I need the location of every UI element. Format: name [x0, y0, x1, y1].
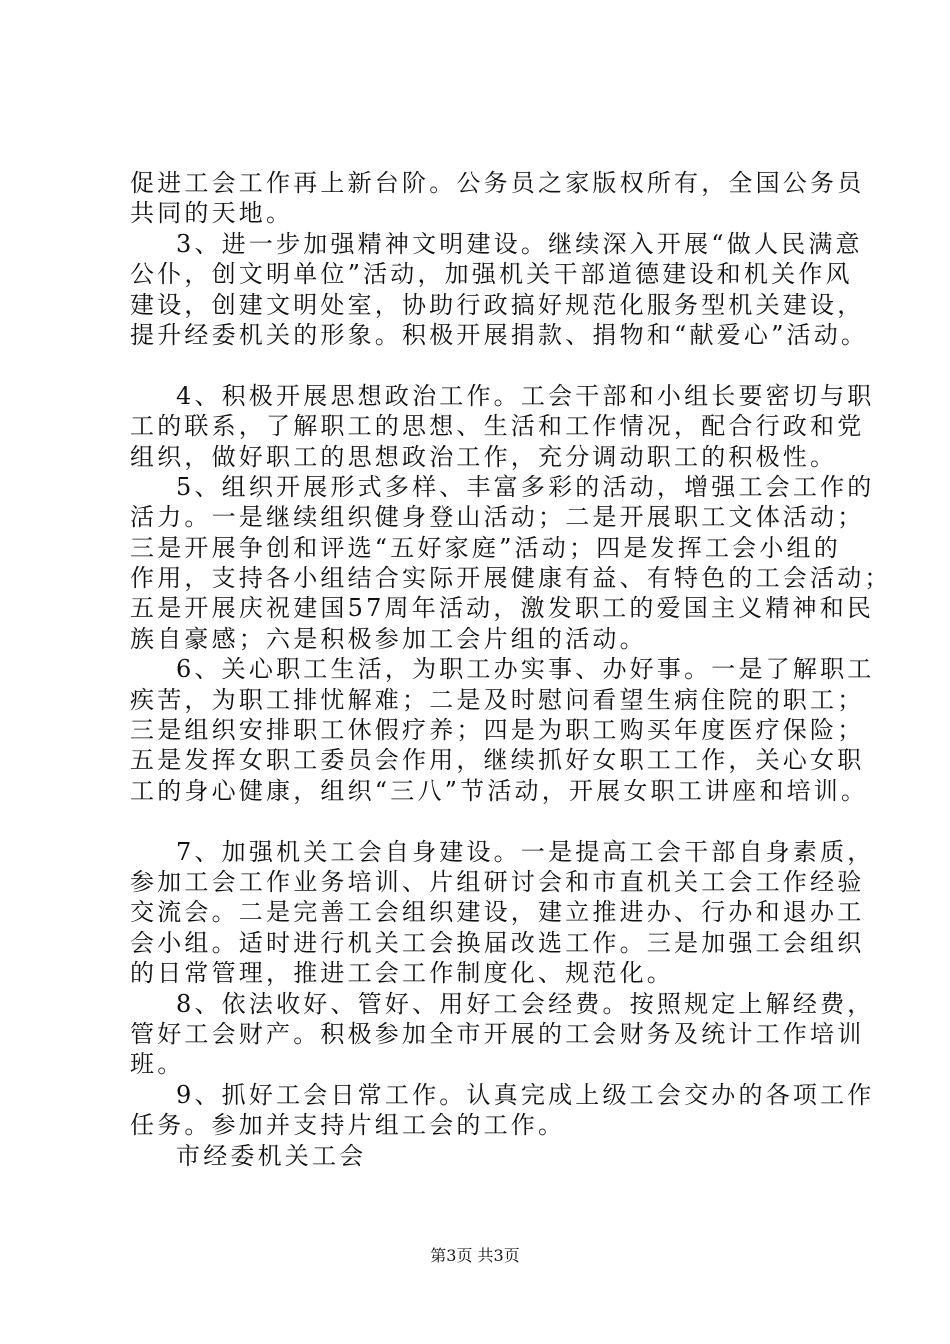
text-line: 三是组织安排职工休假疗养；四是为职工购买年度医疗保险； — [130, 716, 865, 745]
text-line: 任务。参加并支持片组工会的工作。 — [130, 1111, 566, 1140]
text-line: 6、关心职工生活，为职工办实事、办好事。一是了解职工 — [176, 655, 875, 684]
paragraph — [130, 472, 892, 654]
text-line: 疾苦，为职工排忧解难；二是及时慰问看望生病住院的职工； — [130, 685, 865, 714]
document-body — [130, 168, 892, 1171]
paragraph — [130, 837, 875, 989]
text-line: 工的联系，了解职工的思想、生活和工作情况，配合行政和党 — [130, 412, 865, 441]
page-footer: 第3页 共3页 — [430, 1246, 520, 1265]
paragraph — [130, 229, 869, 351]
text-line: 7、加强机关工会自身建设。一是提高工会干部自身素质， — [176, 837, 875, 866]
text-line: 五是开展庆祝建国57周年活动，激发职工的爱国主义精神和民 — [130, 594, 875, 623]
paragraph — [130, 1080, 875, 1141]
text-line: 共同的天地。 — [130, 199, 294, 228]
text-line: 工的身心健康，组织“三八”节活动，开展女职工讲座和培训。 — [130, 776, 869, 805]
text-line: 会小组。适时进行机关工会换届改选工作。三是加强工会组织 — [130, 928, 865, 957]
text-line: 3、进一步加强精神文明建设。继续深入开展“做人民满意 — [176, 229, 863, 258]
text-line: 族自豪感；六是积极参加工会片组的活动。 — [130, 624, 647, 653]
paragraph — [130, 989, 875, 1080]
paragraph — [130, 381, 875, 472]
text-line: 活力。一是继续组织健身登山活动；二是开展职工文体活动； — [130, 503, 865, 532]
text-line: 参加工会工作业务培训、片组研讨会和市直机关工会工作经验 — [130, 867, 865, 896]
text-line: 8、依法收好、管好、用好工会经费。按照规定上解经费， — [176, 989, 875, 1018]
paragraph-spacer — [130, 350, 830, 380]
text-line: 提升经委机关的形象。积极开展捐款、捐物和“献爱心”活动。 — [130, 320, 869, 349]
paragraph — [130, 168, 865, 229]
text-line: 公仆，创文明单位”活动，加强机关干部道德建设和机关作风 — [130, 260, 853, 289]
paragraph — [130, 654, 875, 806]
text-line: 五是发挥女职工委员会作用，继续抓好女职工工作，关心女职 — [130, 746, 865, 775]
text-line: 作用，支持各小组结合实际开展健康有益、有特色的工会活动； — [130, 564, 892, 593]
text-line: 三是开展争创和评选“五好家庭”活动；四是发挥工会小组的 — [130, 533, 841, 562]
text-line: 9、抓好工会日常工作。认真完成上级工会交办的各项工作 — [176, 1080, 875, 1109]
text-line: 建设，创建文明处室，协助行政搞好规范化服务型机关建设， — [130, 290, 865, 319]
paragraph-spacer — [130, 806, 830, 836]
text-line: 管好工会财产。积极参加全市开展的工会财务及统计工作培训 — [130, 1019, 865, 1048]
text-line: 市经委机关工会 — [176, 1141, 367, 1170]
text-line: 班。 — [130, 1050, 185, 1079]
text-line: 5、组织开展形式多样、丰富多彩的活动，增强工会工作的 — [176, 472, 875, 501]
text-line: 4、积极开展思想政治工作。工会干部和小组长要密切与职 — [176, 381, 875, 410]
paragraph — [130, 1141, 830, 1171]
text-line: 促进工会工作再上新台阶。公务员之家版权所有，全国公务员 — [130, 169, 865, 197]
text-line: 交流会。二是完善工会组织建设，建立推进办、行办和退办工 — [130, 898, 865, 927]
text-line: 组织，做好职工的思想政治工作，充分调动职工的积极性。 — [130, 442, 838, 471]
text-line: 的日常管理，推进工会工作制度化、规范化。 — [130, 959, 674, 988]
